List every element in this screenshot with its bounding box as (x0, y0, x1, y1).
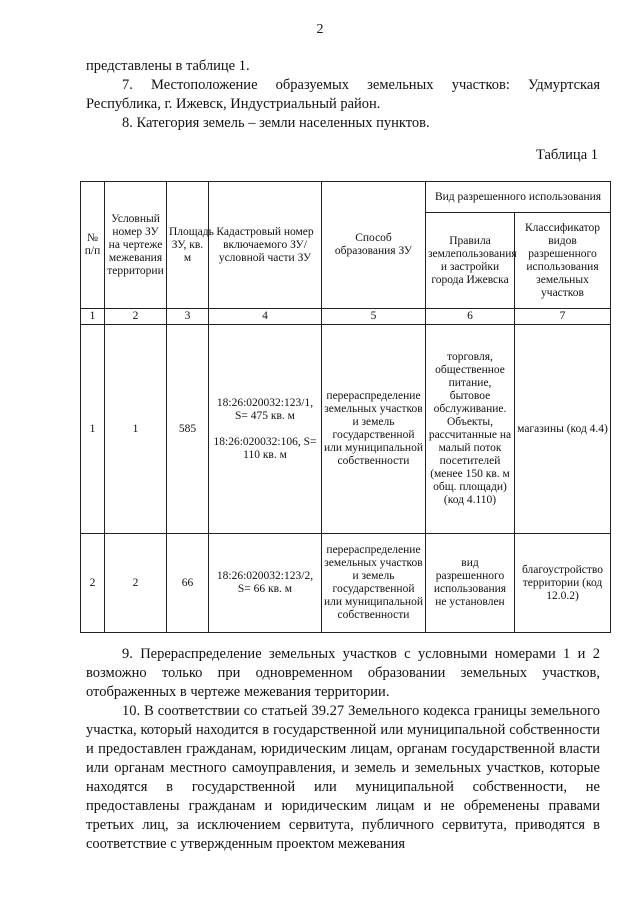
paragraph-8-land-category: 8. Категория земель – земли населенных пунктов. (122, 115, 430, 131)
column-number: 1 (81, 309, 105, 325)
header-number: № п/п (81, 182, 105, 309)
column-number: 2 (105, 309, 167, 325)
header-formation-method: Способ образования ЗУ (322, 182, 426, 309)
cell-area: 585 (167, 325, 209, 534)
header-permitted-use: Вид разрешенного использования (426, 182, 611, 213)
table-header-row (81, 182, 611, 213)
header-zoning-rules: Правила землепользования и застройки города Ижевска (426, 213, 515, 309)
cell-cadastral-number (209, 534, 322, 633)
cell-cadastral-number (209, 325, 322, 534)
land-plots-table (80, 181, 611, 633)
header-cadastral-number: Кадастровый номер включаемого ЗУ/условной части ЗУ (209, 182, 322, 309)
paragraph-10-land-code: 10. В соответствии со статьей 39.27 Земельного кодекса границы земельного участка, который находится в государственной или муниципальной собственности и предоставлен гражданам, юридическим лицам, органам государственной власти или органам местного самоуправления, и земель и земельных участков, которые находятся в государственной или муниципальной собственности, не предоставлены гражданам и юридическим лицам и не обременены правами третьих лиц, за исключением сервитута, публичного сервитута, приводятся в соответствие с утвержденным проектом межевания (86, 703, 600, 852)
column-number: 4 (209, 309, 322, 325)
paragraph-intro: представлены в таблице 1. (86, 58, 250, 74)
table-caption: Таблица 1 (535, 147, 598, 163)
cell-conditional-number: 2 (105, 534, 167, 633)
column-number: 3 (167, 309, 209, 325)
page-number: 2 (316, 22, 324, 37)
table-row (81, 534, 611, 633)
column-number: 5 (322, 309, 426, 325)
column-number: 7 (515, 309, 611, 325)
cell-number: 1 (81, 325, 105, 534)
cadastral-entry: 18:26:020032:106, S= 110 кв. м (213, 435, 317, 461)
header-conditional-number: Условный номер ЗУ на чертеже межевания территории (105, 182, 167, 309)
cell-formation-method: перераспределение земельных участков и земель государственной или муниципальной собственности (322, 534, 426, 633)
header-use-classifier: Классификатор видов разрешенного использования земельных участков (515, 213, 611, 309)
cadastral-entry: 18:26:020032:123/2, S= 66 кв. м (216, 570, 314, 595)
cadastral-entry: 18:26:020032:123/1, S= 475 кв. м (216, 396, 314, 422)
paragraph-9-redistribution: 9. Перераспределение земельных участков с условными номерами 1 и 2 возможно только при одновременном образовании земельных участков, отображенных в чертеже межевания территории. (86, 646, 600, 700)
column-number-row (81, 309, 611, 325)
cell-zoning-rules: торговля, общественное питание, бытовое обслуживание. Объекты, рассчитанные на малый поток посетителей (менее 150 кв. м общ. площади) (код 4.110) (426, 325, 515, 534)
paragraph-7-location: 7. Местоположение образуемых земельных участков: Удмуртская Республика, г. Ижевск, Индустриальный район. (86, 77, 600, 112)
cell-use-classifier: благоустройство территории (код 12.0.2) (515, 534, 611, 633)
cell-zoning-rules: вид разрешенного использования не установлен (426, 534, 515, 633)
column-number: 6 (426, 309, 515, 325)
cell-number: 2 (81, 534, 105, 633)
cell-use-classifier: магазины (код 4.4) (515, 325, 611, 534)
header-area: Площадь ЗУ, кв. м (167, 182, 209, 309)
cell-area: 66 (167, 534, 209, 633)
table-row (81, 325, 611, 534)
cell-conditional-number: 1 (105, 325, 167, 534)
cell-formation-method: перераспределение земельных участков и земель государственной или муниципальной собственности (322, 325, 426, 534)
